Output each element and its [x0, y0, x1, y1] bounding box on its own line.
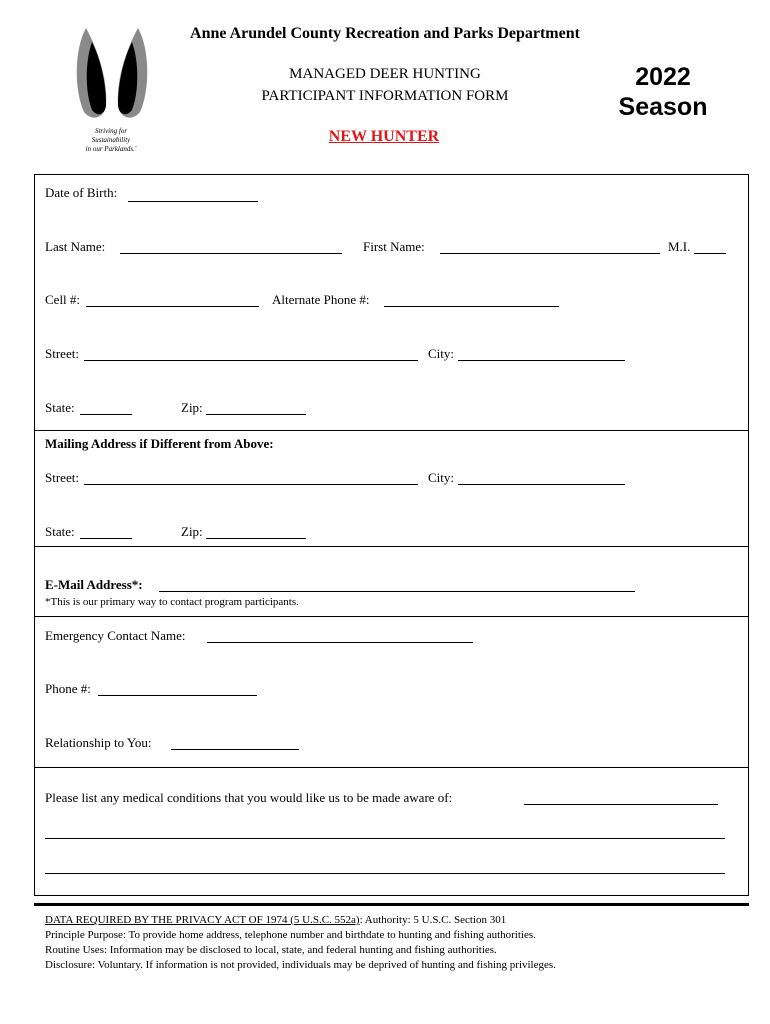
emergency-name-label: Emergency Contact Name: — [45, 628, 186, 643]
cell-input[interactable] — [86, 306, 259, 307]
last-name-input[interactable] — [120, 253, 342, 254]
privacy-heading-line — [45, 913, 745, 928]
emergency-phone-label: Phone #: — [45, 681, 91, 696]
city-label: City: — [428, 346, 455, 361]
street-input[interactable] — [84, 360, 418, 361]
cell-label: Cell #: — [45, 292, 81, 307]
form-title-line-2: PARTICIPANT INFORMATION FORM — [261, 88, 509, 104]
middle-initial-label: M.I. — [668, 239, 691, 254]
hunter-status: NEW HUNTER — [328, 128, 440, 145]
privacy-routine: Routine Uses: Information may be disclosed to local, state, and federal hunting and fishing authorities. — [45, 944, 497, 956]
department-logo — [72, 20, 152, 125]
mailing-zip-label: Zip: — [181, 524, 203, 539]
footer-rule — [34, 903, 749, 906]
state-input[interactable] — [80, 414, 132, 415]
first-name-label: First Name: — [363, 239, 425, 254]
form-title-line-1: MANAGED DEER HUNTING — [289, 66, 481, 82]
mailing-street-label: Street: — [45, 470, 79, 485]
season-year: 2022 — [635, 63, 691, 91]
alt-phone-label: Alternate Phone #: — [272, 292, 370, 307]
email-label: E-Mail Address*: — [45, 577, 143, 592]
relationship-label: Relationship to You: — [45, 735, 152, 750]
dob-input[interactable] — [128, 201, 258, 202]
alt-phone-input[interactable] — [384, 306, 559, 307]
emergency-name-input[interactable] — [207, 642, 473, 643]
email-input[interactable] — [159, 591, 635, 592]
relationship-input[interactable] — [171, 749, 299, 750]
first-name-input[interactable] — [440, 253, 660, 254]
privacy-purpose: Principle Purpose: To provide home address, telephone number and birthdate to hunting and fishing authorities. — [45, 929, 536, 941]
zip-label: Zip: — [181, 400, 203, 415]
mailing-heading: Mailing Address if Different from Above: — [45, 436, 274, 451]
medical-input-line-2[interactable] — [45, 838, 725, 839]
mailing-state-input[interactable] — [80, 538, 132, 539]
mailing-state-label: State: — [45, 524, 75, 539]
medical-input-line-3[interactable] — [45, 873, 725, 874]
logo-tagline: Striving for Sustainability in our Parklands.' — [85, 127, 137, 153]
emergency-phone-input[interactable] — [98, 695, 257, 696]
mailing-street-input[interactable] — [84, 484, 418, 485]
zip-input[interactable] — [206, 414, 306, 415]
section-divider — [34, 767, 749, 768]
medical-prompt: Please list any medical conditions that you would like us to be made aware of: — [45, 790, 453, 805]
form-box — [34, 174, 749, 896]
mailing-city-label: City: — [428, 470, 455, 485]
privacy-disclosure: Disclosure: Voluntary. If information is not provided, individuals may be deprived of hunting and fishing privileges. — [45, 959, 556, 971]
section-divider — [34, 430, 749, 431]
city-input[interactable] — [458, 360, 625, 361]
privacy-heading: DATA REQUIRED BY THE PRIVACY ACT OF 1974 (5 U.S.C. 552a) — [45, 914, 360, 926]
privacy-notice — [45, 913, 745, 973]
deer-track-icon — [72, 20, 152, 125]
mailing-city-input[interactable] — [458, 484, 625, 485]
state-label: State: — [45, 400, 75, 415]
dob-label: Date of Birth: — [45, 185, 118, 200]
privacy-authority: : Authority: 5 U.S.C. Section 301 — [359, 914, 507, 926]
last-name-label: Last Name: — [45, 239, 106, 254]
medical-input-line-1[interactable] — [524, 804, 718, 805]
email-note: *This is our primary way to contact program participants. — [45, 596, 299, 608]
mailing-zip-input[interactable] — [206, 538, 306, 539]
season-label: Season — [618, 93, 708, 121]
section-divider — [34, 546, 749, 547]
street-label: Street: — [45, 346, 79, 361]
section-divider — [34, 616, 749, 617]
department-title: Anne Arundel County Recreation and Parks Department — [190, 25, 580, 42]
middle-initial-input[interactable] — [694, 253, 726, 254]
